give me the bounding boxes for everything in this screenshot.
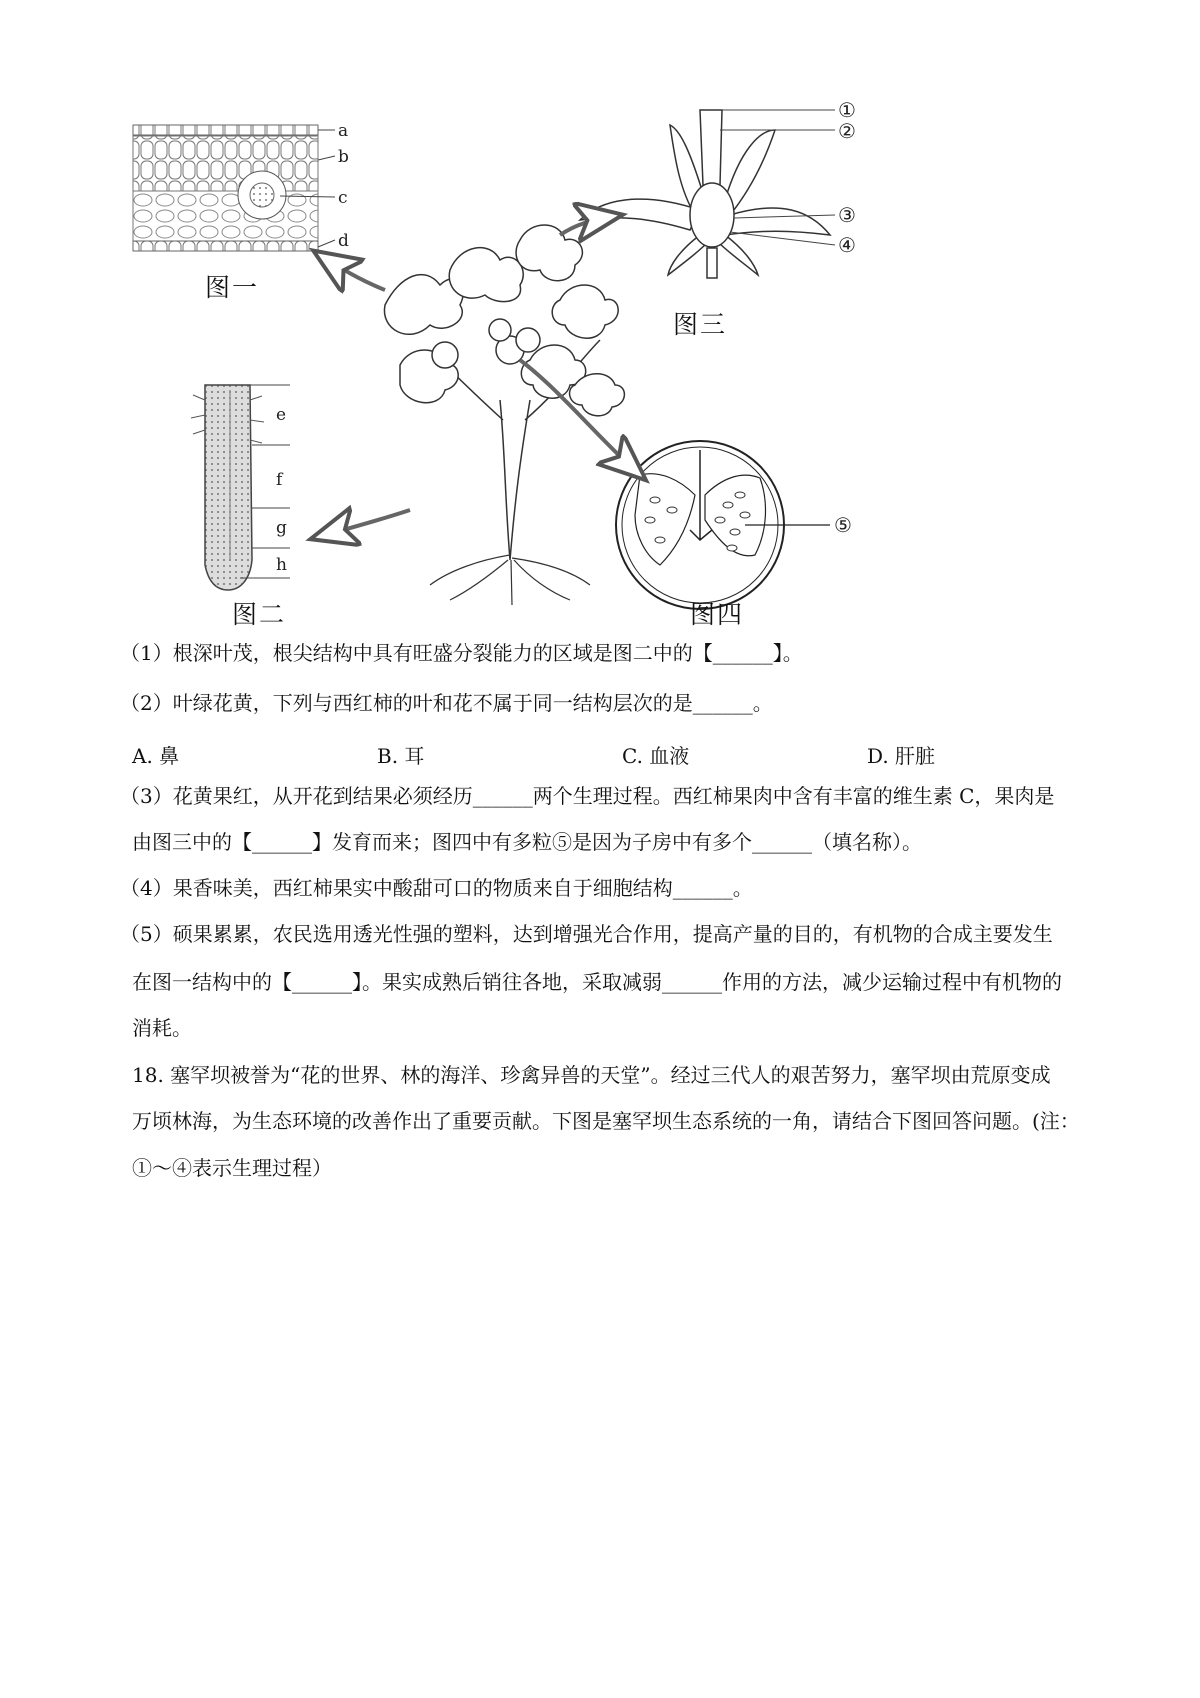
tomato-plant: [384, 225, 624, 605]
option-b: B. 耳: [377, 744, 425, 768]
question-1: （1）根深叶茂，根尖结构中具有旺盛分裂能力的区域是图二中的【______】。: [120, 641, 803, 665]
flower-diagram: [580, 98, 856, 278]
fig4-label-5: ⑤: [834, 513, 852, 537]
question-18-line-3: ①～④表示生理过程）: [132, 1156, 332, 1180]
fig1-label-b: b: [338, 147, 349, 167]
fig1-label-d: d: [338, 231, 349, 251]
fig3-label-2: ②: [838, 119, 856, 143]
fig2-label-h: h: [276, 555, 287, 575]
figure-area: [0, 0, 1200, 640]
fig2-label-g: g: [276, 518, 287, 538]
fig2-label-f: f: [276, 470, 283, 490]
question-18-line-2: 万顷林海，为生态环境的改善作出了重要贡献。下图是塞罕坝生态系统的一角，请结合下图回答问题。(注：: [132, 1109, 1080, 1133]
fig3-caption: 图三: [673, 310, 728, 339]
question-2: （2）叶绿花黄，下列与西红柿的叶和花不属于同一结构层次的是______。: [120, 691, 773, 715]
root-tip-diagram: [191, 385, 290, 590]
fig4-caption: 图四: [690, 600, 745, 629]
tomato-cross-section: [616, 441, 852, 609]
question-5-line-2: 在图一结构中的【______】。果实成熟后销往各地，采取减弱______作用的方法，减少运输过程中有机物的: [132, 970, 1062, 994]
fig1-caption: 图一: [205, 273, 260, 302]
question-3-line-2: 由图三中的【______】发育而来；图四中有多粒⑤是因为子房中有多个______（填名称）。: [132, 830, 922, 854]
question-4: （4）果香味美，西红柿果实中酸甜可口的物质来自于细胞结构______。: [120, 876, 753, 900]
option-d: D. 肝脏: [867, 744, 936, 768]
question-3-line-1: （3）花黄果红，从开花到结果必须经历______两个生理过程。西红柿果肉中含有丰富的维生素 C，果肉是: [120, 784, 1055, 808]
question-5-line-3: 消耗。: [132, 1016, 192, 1040]
fig3-label-4: ④: [838, 233, 856, 257]
fig3-label-1: ①: [838, 98, 856, 122]
fig2-label-e: e: [276, 405, 287, 425]
question-18-line-1: 18. 塞罕坝被誉为“花的世界、林的海洋、珍禽异兽的天堂”。经过三代人的艰苦努力，塞罕坝由荒原变成: [132, 1063, 1051, 1087]
fig2-caption: 图二: [232, 600, 287, 629]
leaf-cross-section: [133, 121, 349, 251]
question-5-line-1: （5）硕果累累，农民选用透光性强的塑料，达到增强光合作用，提高产量的目的，有机物的合成主要发生: [120, 922, 1053, 946]
fig1-label-c: c: [338, 188, 348, 208]
option-c: C. 血液: [622, 744, 690, 768]
option-a: A. 鼻: [132, 744, 180, 768]
fig3-label-3: ③: [838, 203, 856, 227]
tomato-plant-diagram: [0, 0, 1200, 640]
fig1-label-a: a: [338, 121, 349, 141]
